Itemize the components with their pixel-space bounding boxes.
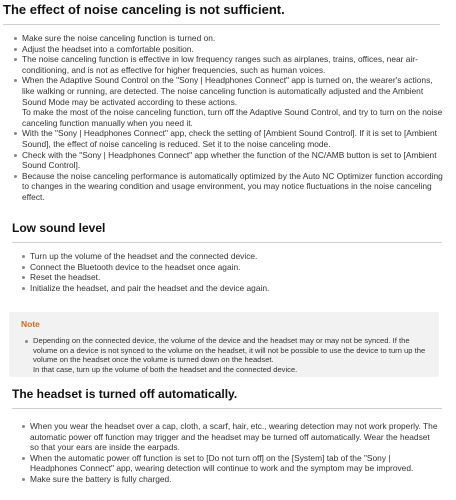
section-auto-off — [0, 386, 456, 485]
bullet-icon — [14, 48, 17, 51]
note-box — [9, 312, 439, 377]
section-divider — [12, 408, 442, 409]
bullet-icon — [14, 58, 17, 61]
section-heading: The headset is turned off automatically. — [12, 387, 238, 401]
bullet-icon — [22, 287, 25, 290]
list-item: Reset the headset. — [20, 272, 440, 283]
bullet-icon — [22, 255, 25, 258]
section-divider — [3, 24, 440, 25]
bullet-list — [12, 33, 444, 203]
list-item: Adjust the headset into a comfortable position. — [12, 44, 444, 55]
list-item: When the Adaptive Sound Control on the "Sony | Headphones Connect" app is turned on, the wearer's actions, like walking or running, are detected. The noise canceling function is automatically adjusted and the Ambient Sound Mode may be activated according to these actions. To make the most of the noise canceling function, turn off the Adaptive Sound Control, and try to turn on the noise canceling function manually when you need it. — [12, 75, 444, 128]
bullet-icon — [22, 457, 25, 460]
bullet-icon — [14, 175, 17, 178]
bullet-list — [20, 251, 440, 293]
list-item: Because the noise canceling performance is automatically optimized by the Auto NC Optimizer function according to changes in the wearing condition and usage environment, you may notice fluctuations in the noise canceling effect. — [12, 171, 444, 203]
bullet-icon — [22, 425, 25, 428]
list-item: Check with the "Sony | Headphones Connect" app whether the function of the NC/AMB button is set to [Ambient Sound Control]. — [12, 150, 444, 171]
section-low-sound — [0, 220, 456, 293]
list-item: When the automatic power off function is set to [Do not turn off] on the [System] tab of the "Sony | Headphones Connect" app, wearing detection will continue to work and the symptom may be improved. — [20, 453, 440, 474]
bullet-icon — [14, 37, 17, 40]
note-item: Depending on the connected device, the volume of the device and the headset may or may not be synced. If the volume on a device is not synced to the volume on the headset, it will not be possible to use the device to turn up the volume on the headset once the volume is turned down on the headset. In that case, turn up the volume of both the headset and the connected device. — [23, 336, 431, 375]
list-item: Make sure the battery is fully charged. — [20, 474, 440, 485]
note-title: Note — [21, 319, 40, 329]
list-item: The noise canceling function is effective in low frequency ranges such as airplanes, trains, offices, near air-conditioning, and is not as effective for higher frequencies, such as human voices. — [12, 54, 444, 75]
bullet-icon — [22, 276, 25, 279]
bullet-icon — [14, 154, 17, 157]
list-item: Make sure the noise canceling function is turned on. — [12, 33, 444, 44]
list-item: Turn up the volume of the headset and the connected device. — [20, 251, 440, 262]
section-heading: Low sound level — [12, 221, 106, 235]
list-item: With the "Sony | Headphones Connect" app, check the setting of [Ambient Sound Control]. If it is set to [Ambient Sound], the effect of noise canceling is reduced. Set it to the noise canceling mode. — [12, 128, 444, 149]
list-item: When you wear the headset over a cap, cloth, a scarf, hair, etc., wearing detection may not work properly. The automatic power off function may trigger and the headset may be turned off automatically. Wear the headset so that your ears are inside the earpads. — [20, 421, 440, 453]
bullet-icon — [22, 266, 25, 269]
list-item: Initialize the headset, and pair the headset and the device again. — [20, 283, 440, 294]
bullet-icon — [14, 132, 17, 135]
bullet-icon — [14, 79, 17, 82]
note-list — [23, 336, 431, 375]
section-heading: The effect of noise canceling is not sufficient. — [3, 2, 285, 17]
bullet-icon — [25, 340, 28, 343]
bullet-list — [20, 421, 440, 485]
section-noise-canceling — [0, 0, 456, 203]
section-divider — [12, 242, 442, 243]
bullet-icon — [22, 478, 25, 481]
list-item: Connect the Bluetooth device to the headset once again. — [20, 262, 440, 273]
